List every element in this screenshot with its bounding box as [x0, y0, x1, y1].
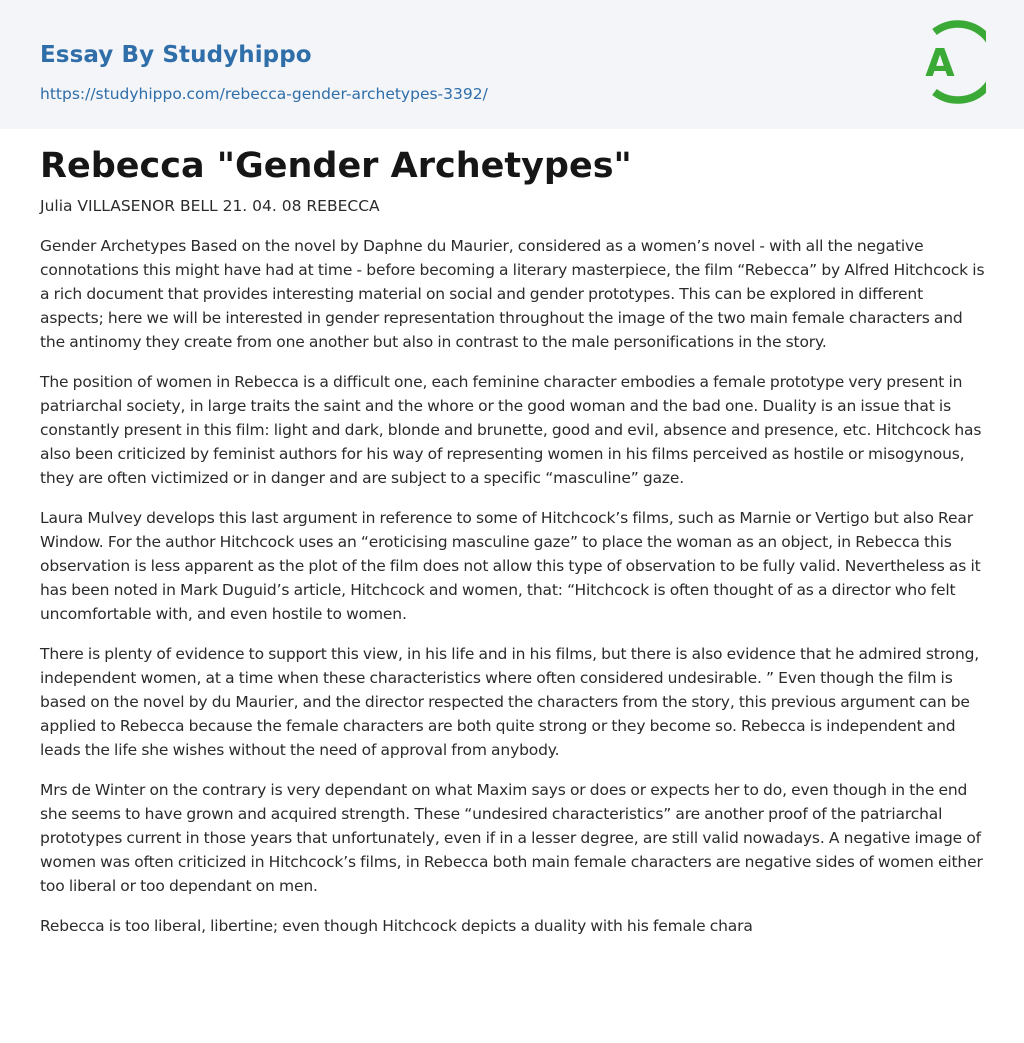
site-header [0, 0, 1024, 129]
paragraph: The position of women in Rebecca is a difficult one, each feminine character embodies a female prototype very present in patriarchal society, in large traits the saint and the whore or the good woman and the bad one. Duality is an issue that is constantly present in this film: light and dark, blonde and brunette, good and evil, absence and presence, etc. Hitchcock has also been criticized by feminist authors for his way of representing women in his films perceived as hostile or misogynous, they are often victimized or in danger and are subject to a specific “masculine” gaze. [40, 373, 982, 487]
studyhippo-logo-icon[interactable] [914, 20, 986, 106]
paragraph: Mrs de Winter on the contrary is very dependant on what Maxim says or does or expects her to do, even though in the end she seems to have grown and acquired strength. These “undesired characteristics” are another proof of the patriarchal prototypes current in those years that unfortunately, even if in a lesser degree, are still valid nowadays. A negative image of women was often criticized in Hitchcock’s films, in Rebecca both main female characters are negative sides of women either too liberal or too dependant on men. [40, 781, 983, 895]
page-url-link[interactable]: https://studyhippo.com/rebecca-gender-archetypes-3392/ [40, 85, 488, 103]
article-body [40, 234, 990, 954]
logo-letter: A [925, 41, 955, 85]
paragraph: Laura Mulvey develops this last argument in reference to some of Hitchcock’s films, such as Marnie or Vertigo but also Rear Window. For the author Hitchcock uses an “eroticising masculine gaze” to place the woman as an object, in Rebecca this observation is less apparent as the plot of the film does not allow this type of observation to be fully valid. Nevertheless as it has been noted in Mark Duguid’s article, Hitchcock and women, that: “Hitchcock is often thought of as a director who felt uncomfortable with, and even hostile to women. [40, 509, 981, 623]
article-title: Rebecca "Gender Archetypes" [40, 146, 632, 186]
article-byline: Julia VILLASENOR BELL 21. 04. 08 REBECCA [40, 197, 380, 215]
brand-name[interactable]: Essay By Studyhippo [40, 42, 312, 68]
paragraph: There is plenty of evidence to support this view, in his life and in his films, but there is also evidence that he admired strong, independent women, at a time when these characteristics where often considered undesirable. ” Even though the film is based on the novel by du Maurier, and the director respected the characters from the story, this previous argument can be applied to Rebecca because the female characters are both quite strong or they become so. Rebecca is independent and leads the life she wishes without the need of approval from anybody. [40, 645, 980, 759]
paragraph: Rebecca is too liberal, libertine; even though Hitchcock depicts a duality with his female chara [40, 917, 753, 935]
paragraph: Gender Archetypes Based on the novel by Daphne du Maurier, considered as a women’s novel - with all the negative connotations this might have had at time - before becoming a literary masterpiece, the film “Rebecca” by Alfred Hitchcock is a rich document that provides interesting material on social and gender prototypes. This can be explored in different aspects; here we will be interested in gender representation throughout the image of the two main female characters and the antinomy they create from one another but also in contrast to the male personifications in the story. [40, 237, 985, 351]
